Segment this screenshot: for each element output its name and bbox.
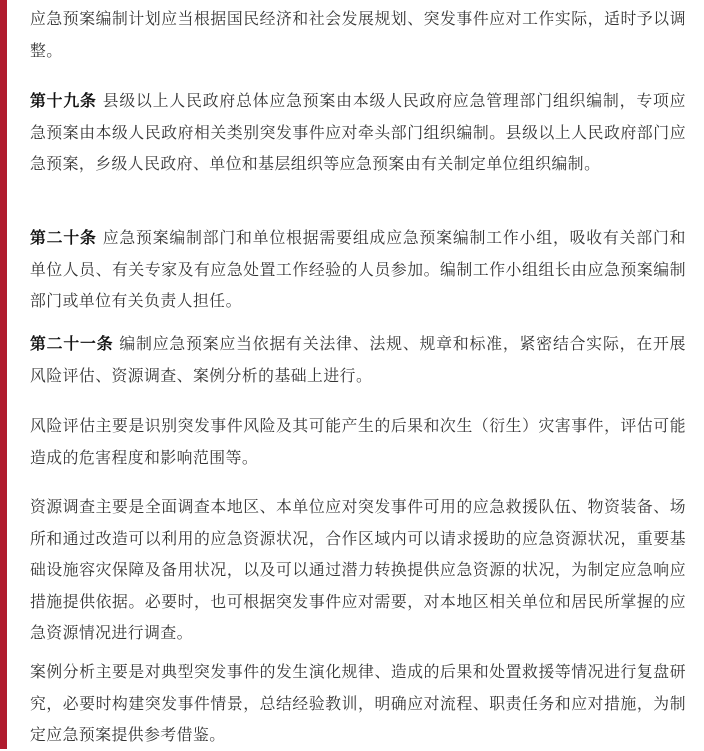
- paragraph-text: 资源调查主要是全面调查本地区、本单位应对突发事件可用的应急救援队伍、物资装备、场所和通过改造可以利用的应急资源状况，合作区域内可以请求援助的应急资源状况，重要基础设施容灾保障及备用状况，以及可以通过潜力转换提供应急资源的状况，为制定应急响应措施提供依据。必要时，也可根据突发事件应对需要，对本地区相关单位和居民所掌握的应急资源情况进行调查。: [30, 497, 686, 642]
- article-number: 第十九条: [30, 91, 97, 110]
- paragraph-text: 编制应急预案应当依据有关法律、法规、规章和标准，紧密结合实际，在开展风险评估、资源调查、案例分析的基础上进行。: [30, 334, 686, 385]
- paragraph-text: 风险评估主要是识别突发事件风险及其可能产生的后果和次生（衍生）灾害事件，评估可能造成的危害程度和影响范围等。: [30, 416, 686, 467]
- paragraph-case-analysis: [30, 656, 686, 751]
- paragraph-article-21: [30, 328, 686, 391]
- paragraph-plan-adjustment: [30, 3, 686, 66]
- paragraph-text: 案例分析主要是对典型突发事件的发生演化规律、造成的后果和处置救援等情况进行复盘研究，必要时构建突发事件情景，总结经验教训，明确应对流程、职责任务和应对措施，为制定应急预案提供参考借鉴。: [30, 662, 686, 744]
- paragraph-text: 应急预案编制部门和单位根据需要组成应急预案编制工作小组，吸收有关部门和单位人员、有关专家及有应急处置工作经验的人员参加。编制工作小组组长由应急预案编制部门或单位有关负责人担任。: [30, 228, 686, 310]
- left-accent-bar: [0, 0, 7, 749]
- paragraph-text: 应急预案编制计划应当根据国民经济和社会发展规划、突发事件应对工作实际，适时予以调整。: [30, 9, 686, 60]
- paragraph-article-19: [30, 85, 686, 180]
- article-number: 第二十一条: [30, 334, 114, 353]
- paragraph-article-20: [30, 222, 686, 317]
- paragraph-risk-assessment: [30, 410, 686, 473]
- article-number: 第二十条: [30, 228, 97, 247]
- paragraph-text: 县级以上人民政府总体应急预案由本级人民政府应急管理部门组织编制，专项应急预案由本级人民政府相关类别突发事件应对牵头部门组织编制。县级以上人民政府部门应急预案，乡级人民政府、单位和基层组织等应急预案由有关制定单位组织编制。: [30, 91, 686, 173]
- paragraph-resource-survey: [30, 491, 686, 649]
